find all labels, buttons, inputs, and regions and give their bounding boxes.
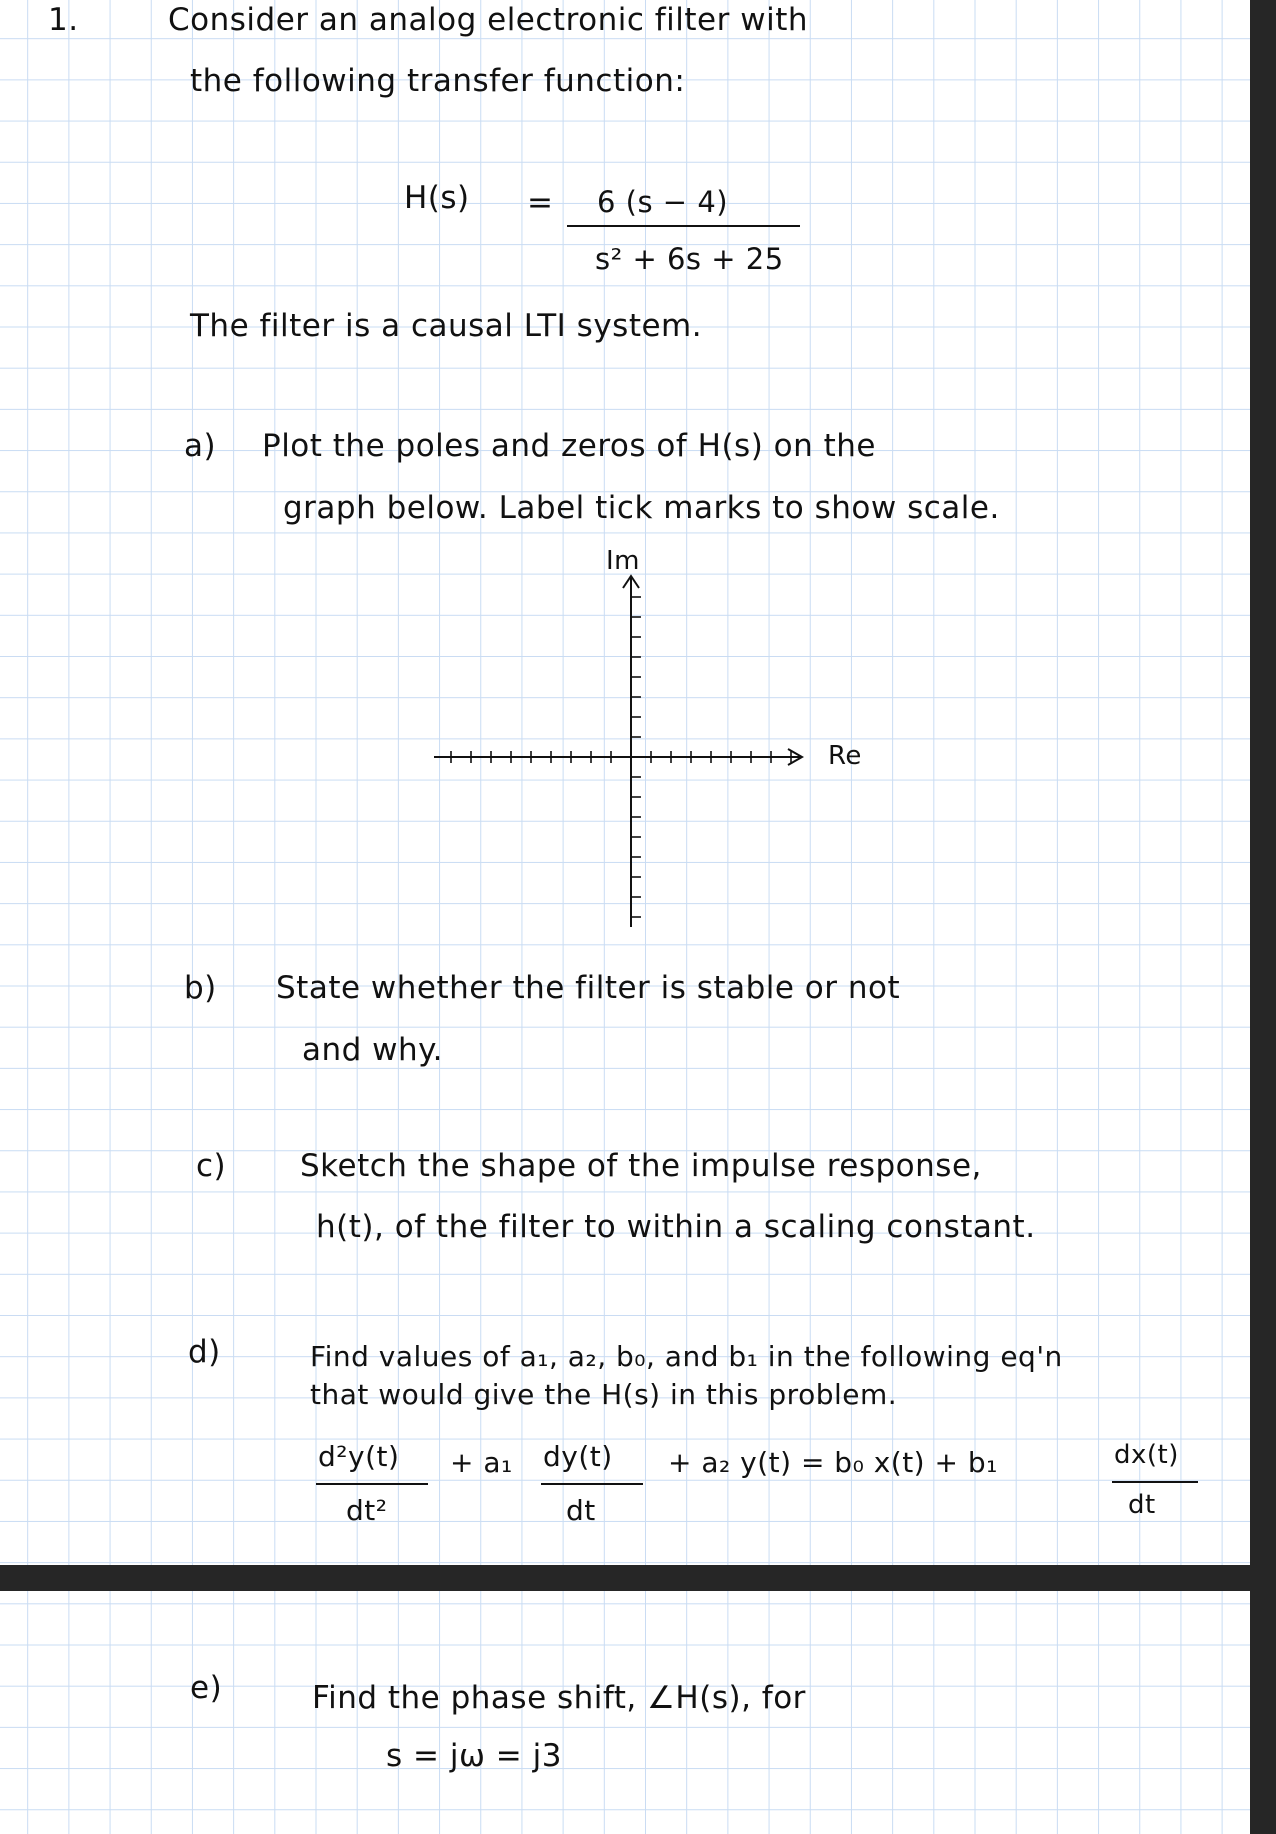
part-c-line-1: Sketch the shape of the impulse response, [300,1148,982,1184]
part-a-line-2: graph below. Label tick marks to show scale. [283,490,1000,526]
part-d-line-1: Find values of a₁, a₂, b₀, and b₁ in the following eq'n [310,1340,1063,1373]
eq-plus-a1: + a₁ [450,1446,513,1479]
fraction-bar [567,225,800,227]
part-e-line-1: Find the phase shift, ∠H(s), for [312,1680,806,1716]
transfer-function-lhs: H(s) [404,180,470,216]
part-a-label: a) [184,428,217,464]
intro-line-2: the following transfer function: [190,63,686,99]
pole-zero-axes [400,540,880,930]
eq-dy-numerator: dy(t) [543,1440,613,1473]
axis-label-im: Im [606,546,640,576]
eq-dy-bar [541,1483,643,1485]
intro-line-1: Consider an analog electronic filter with [168,2,809,38]
part-b-line-2: and why. [302,1032,443,1068]
part-b-line-1: State whether the filter is stable or not [276,970,901,1006]
eq-dx-denominator: dt [1128,1490,1156,1520]
part-e-label: e) [190,1670,223,1706]
part-e-line-2: s = jω = j3 [386,1738,562,1774]
eq-dx-numerator: dx(t) [1114,1440,1179,1470]
problem-number: 1. [48,2,79,38]
axis-label-re: Re [828,741,862,771]
transfer-function-numerator: 6 (s − 4) [597,185,729,219]
right-border [1250,0,1276,1834]
page-separator [0,1565,1250,1591]
eq-dy-denominator: dt [566,1494,596,1527]
part-b-label: b) [184,970,217,1006]
eq-dx-bar [1112,1481,1198,1483]
transfer-function-equals: = [527,185,554,221]
part-d-line-2: that would give the H(s) in this problem. [310,1378,898,1411]
eq-d2y-denominator: dt² [346,1494,388,1527]
transfer-function-denominator: s² + 6s + 25 [595,242,784,276]
eq-rest: + a₂ y(t) = b₀ x(t) + b₁ [668,1446,998,1479]
part-d-label: d) [188,1334,221,1370]
eq-d2y-numerator: d²y(t) [318,1440,400,1473]
eq-d2y-bar [316,1483,428,1485]
part-c-line-2: h(t), of the filter to within a scaling constant. [316,1209,1036,1245]
part-c-label: c) [196,1148,227,1184]
part-a-line-1: Plot the poles and zeros of H(s) on the [262,428,876,464]
causal-statement: The filter is a causal LTI system. [190,308,703,344]
